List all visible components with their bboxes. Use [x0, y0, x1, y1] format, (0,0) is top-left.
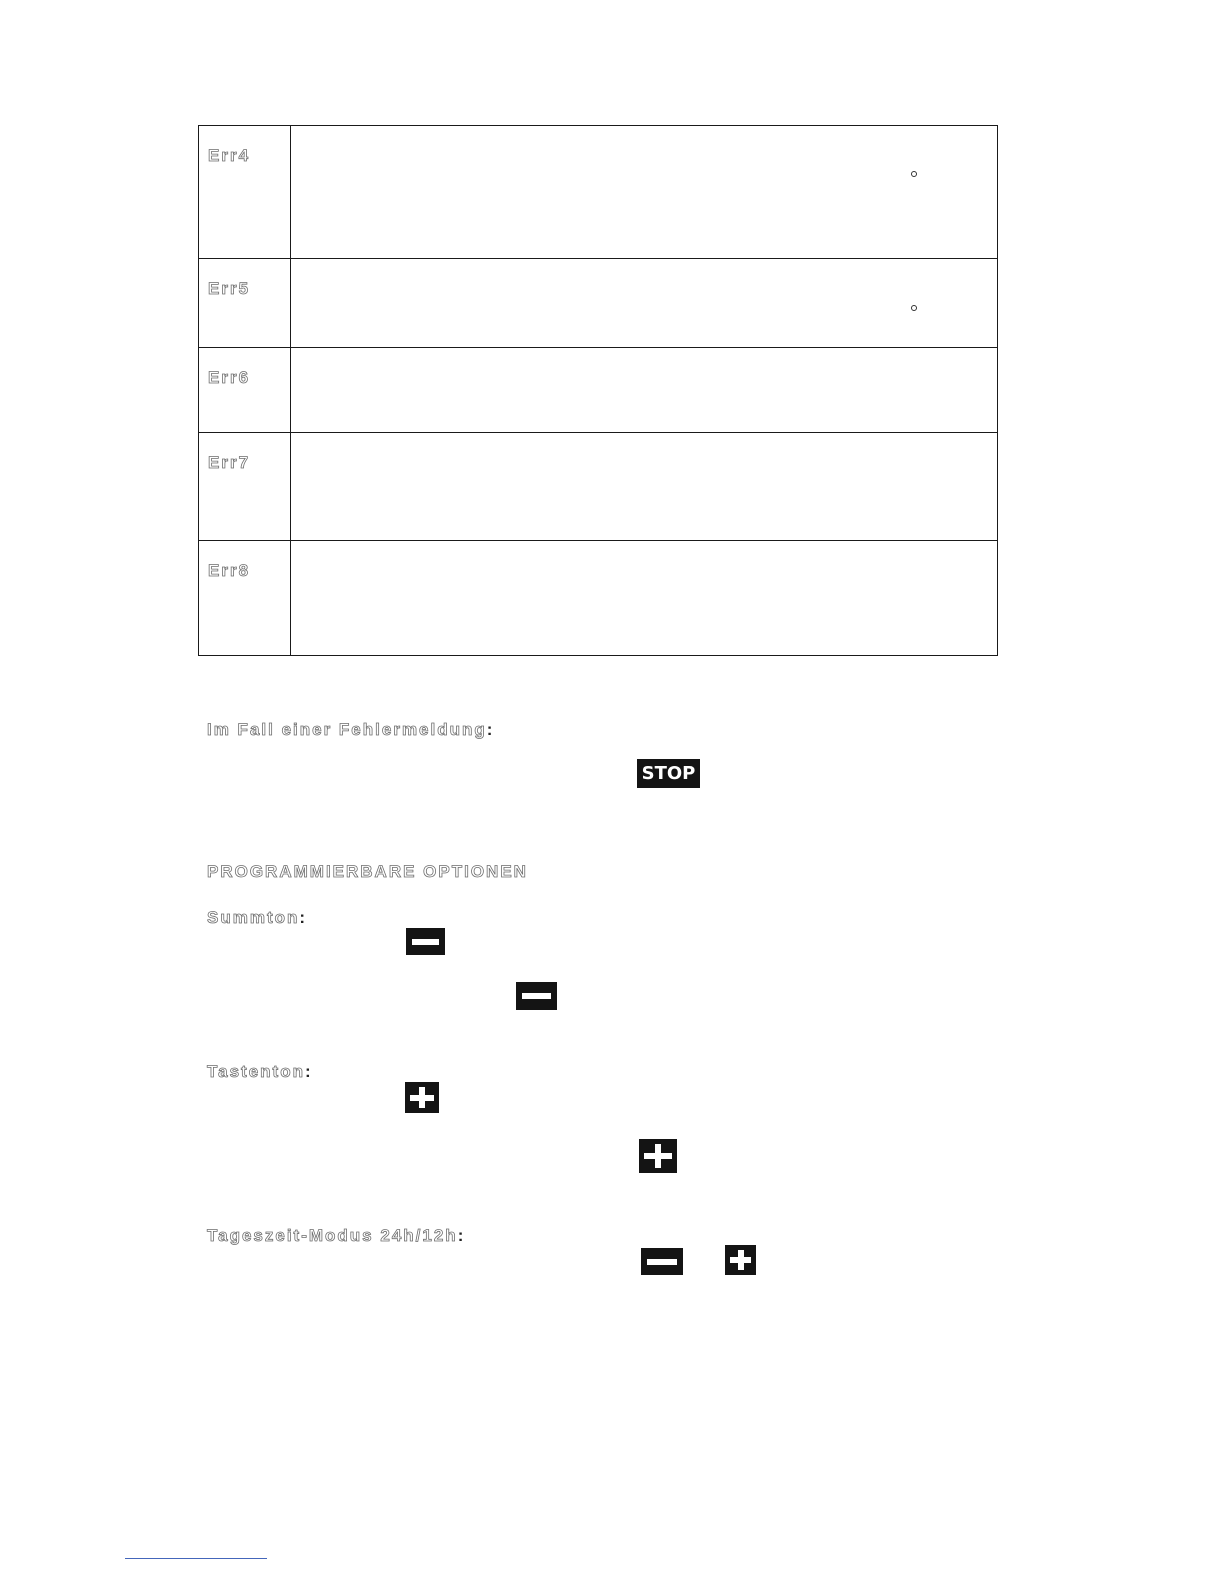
plus-button-icon	[405, 1082, 439, 1113]
error-code-cell	[199, 433, 291, 541]
error-code: Err8	[208, 561, 251, 580]
error-code-cell	[199, 541, 291, 656]
error-code: Err6	[208, 368, 251, 387]
error-code-cell	[199, 348, 291, 433]
error-description-cell	[291, 259, 998, 348]
degree-symbol	[911, 171, 917, 177]
heading-colon: :	[457, 1226, 466, 1245]
error-code: Err5	[208, 279, 251, 298]
minus-button-icon	[641, 1248, 683, 1275]
table-row	[199, 348, 998, 433]
error-message-heading	[207, 720, 494, 740]
summton-heading	[207, 908, 307, 928]
stop-button-icon: STOP	[637, 759, 700, 788]
degree-symbol	[911, 305, 917, 311]
table-row	[199, 259, 998, 348]
tageszeit-heading	[207, 1226, 465, 1246]
tastenton-heading	[207, 1062, 313, 1082]
table-row	[199, 126, 998, 259]
footnote-rule	[125, 1558, 267, 1559]
tastenton-heading-text: Tastenton	[207, 1062, 305, 1081]
heading-colon: :	[486, 720, 495, 739]
error-description-cell	[291, 126, 998, 259]
heading-colon: :	[299, 908, 308, 927]
plus-button-icon	[639, 1139, 677, 1173]
error-code-table	[198, 125, 998, 656]
error-description-cell	[291, 348, 998, 433]
minus-button-icon	[516, 982, 557, 1010]
minus-button-icon	[406, 928, 445, 955]
error-description-cell	[291, 433, 998, 541]
options-title: PROGRAMMIERBARE OPTIONEN	[207, 862, 528, 881]
table-row	[199, 433, 998, 541]
error-code-cell	[199, 126, 291, 259]
summton-heading-text: Summton	[207, 908, 300, 927]
error-code: Err4	[208, 146, 251, 165]
table-row	[199, 541, 998, 656]
error-message-heading-text: Im Fall einer Fehlermeldung	[207, 720, 487, 739]
plus-button-icon	[725, 1245, 756, 1275]
tageszeit-heading-text: Tageszeit-Modus 24h/12h	[207, 1226, 458, 1245]
error-code-cell	[199, 259, 291, 348]
heading-colon: :	[304, 1062, 313, 1081]
error-description-cell	[291, 541, 998, 656]
error-code: Err7	[208, 453, 251, 472]
